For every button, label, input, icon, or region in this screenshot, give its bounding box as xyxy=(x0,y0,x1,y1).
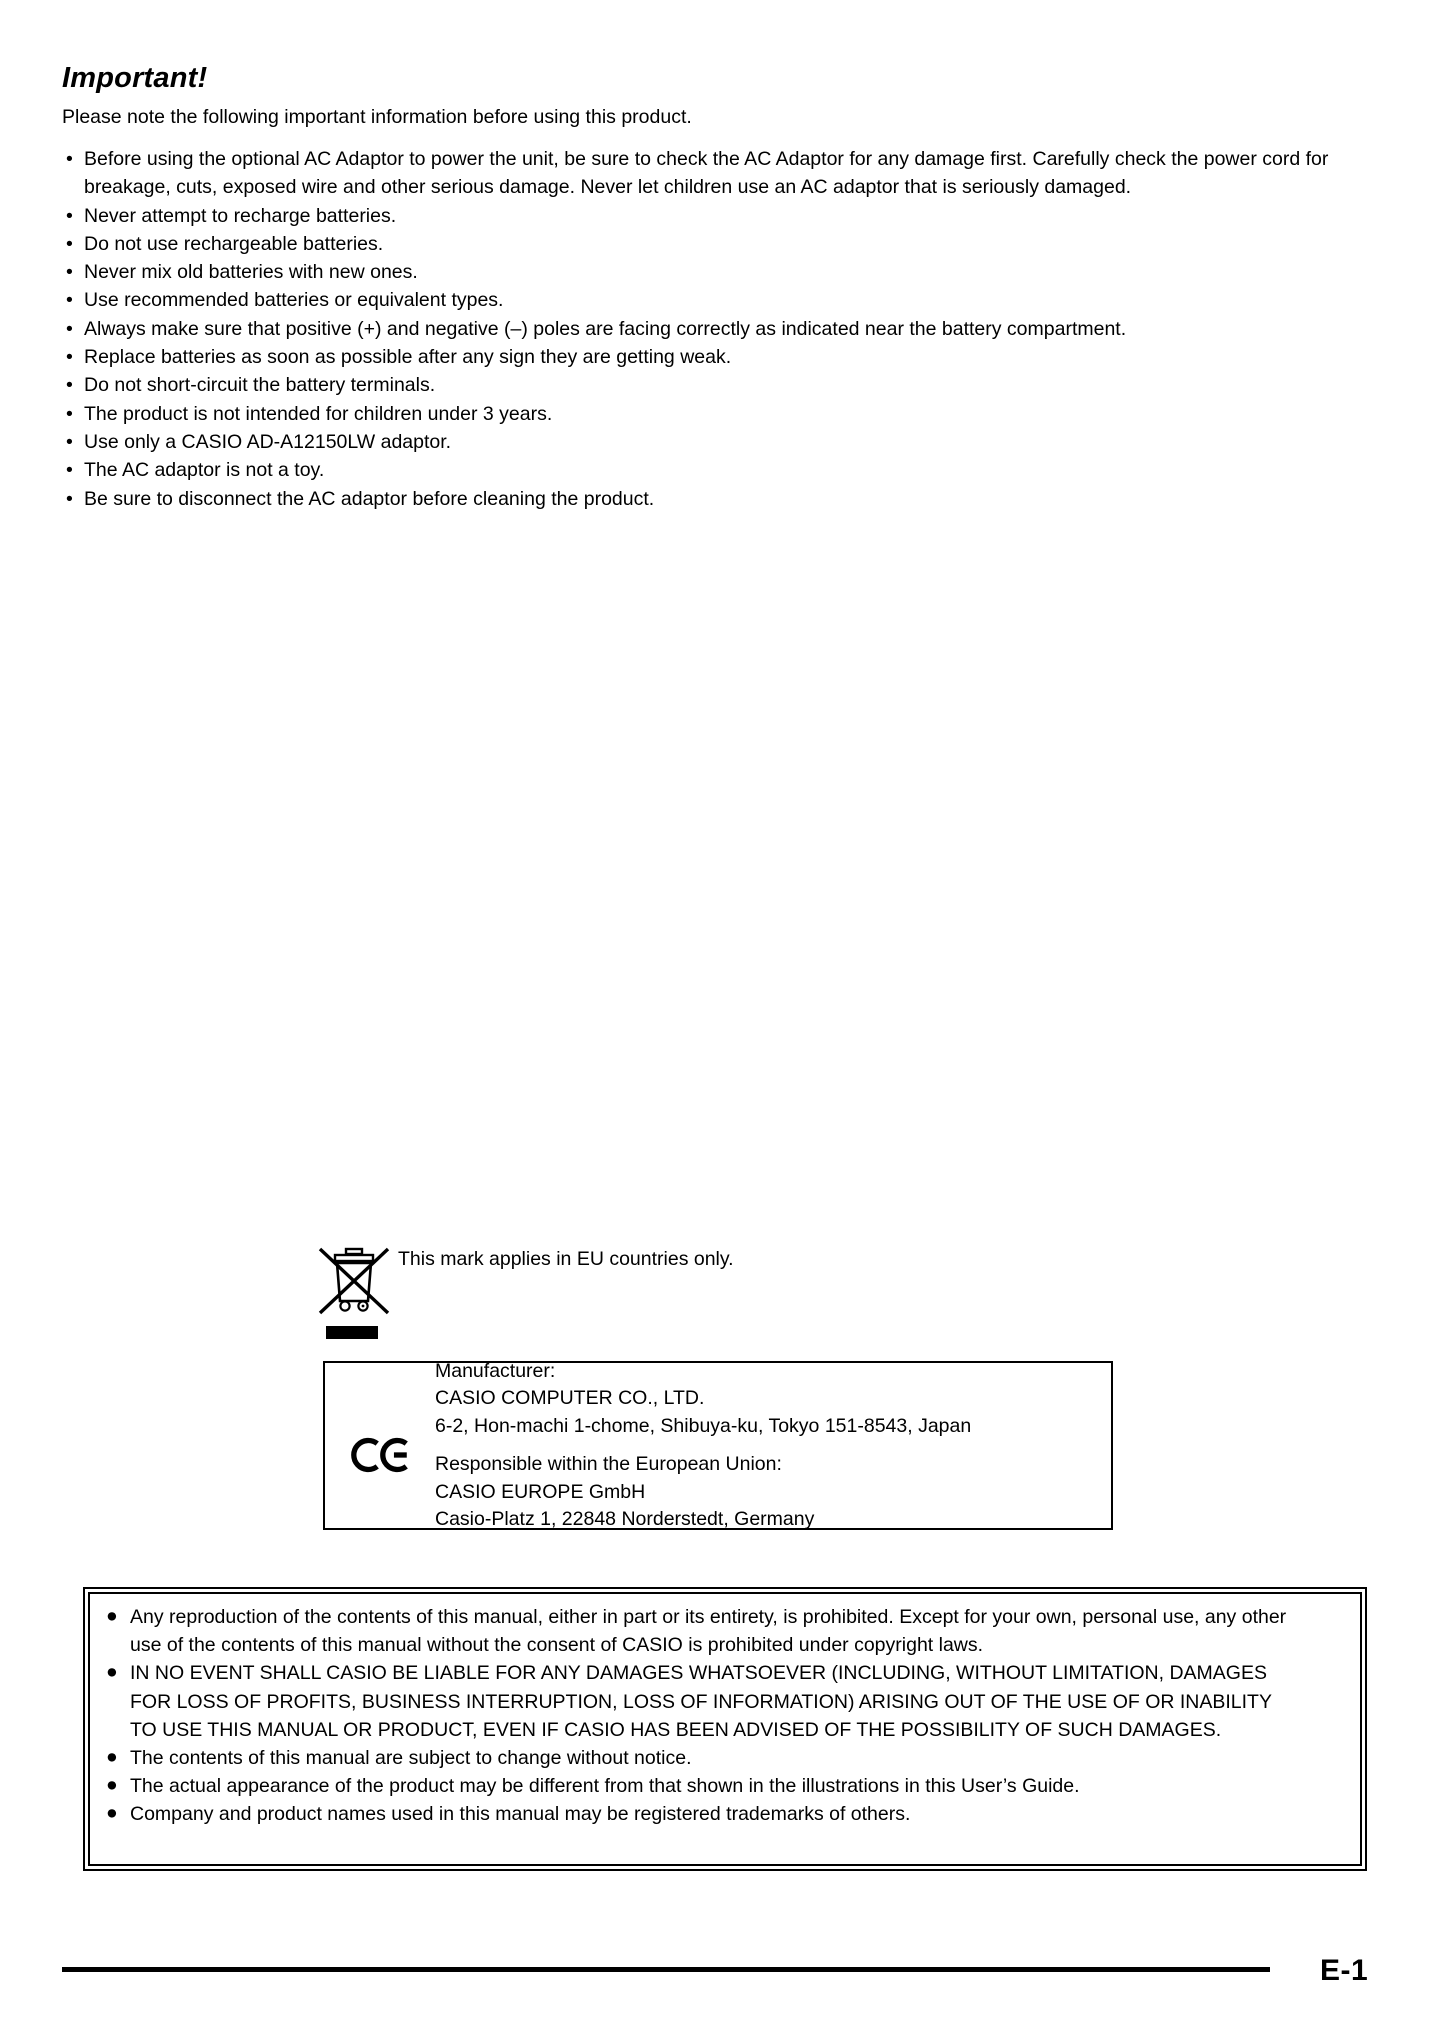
legal-text: IN NO EVENT SHALL CASIO BE LIABLE FOR ANY DAMAGES WHATSOEVER (INCLUDING, WITHOUT LIMITATION, DAMAGES FOR LOSS OF PROFITS, BUSINESS INTERRUPTION, LOSS OF INFORMATION) ARISING OUT OF THE USE OF OR INABILITY TO USE THIS MANUAL OR PRODUCT, EVEN IF CASIO HAS BEEN ADVISED OF THE POSSIBILITY OF SUCH DAMAGES. xyxy=(130,1662,1272,1741)
filled-bullet-marker: ● xyxy=(106,1661,118,1684)
bullet-marker: • xyxy=(66,204,73,227)
bullet-marker: • xyxy=(66,430,73,453)
precaution-text: Never mix old batteries with new ones. xyxy=(84,261,418,284)
responsible-address: Casio-Platz 1, 22848 Norderstedt, Germany xyxy=(435,1508,815,1530)
precaution-text: Be sure to disconnect the AC adaptor before cleaning the product. xyxy=(84,487,655,510)
weee-solid-bar xyxy=(326,1326,378,1339)
manufacturer-address: 6-2, Hon-machi 1-chome, Shibuya-ku, Tokyo 151-8543, Japan xyxy=(435,1414,972,1437)
legal-item xyxy=(106,1800,1291,1828)
weee-note: This mark applies in EU countries only. xyxy=(398,1248,734,1270)
legal-notice-box xyxy=(83,1587,1367,1871)
precaution-text: Do not use rechargeable batteries. xyxy=(84,232,384,255)
precaution-item xyxy=(62,202,1384,230)
legal-text: Any reproduction of the contents of this manual, either in part or its entirety, is prohibited. Except for your own, personal use, any other use of the contents of this manual without the consent of CASIO is prohibited under copyright laws. xyxy=(130,1606,1287,1657)
manufacturer-label: Manufacturer: xyxy=(435,1359,556,1382)
precaution-item xyxy=(62,258,1384,286)
filled-bullet-marker: ● xyxy=(106,1605,118,1627)
legal-notice-box-inner xyxy=(88,1592,1362,1866)
precaution-item xyxy=(62,485,1384,513)
precaution-text: Always make sure that positive (+) and negative (–) poles are facing correctly as indicated near the battery compartment. xyxy=(84,317,1127,340)
bullet-marker: • xyxy=(66,289,73,312)
precaution-item xyxy=(62,315,1384,343)
precaution-item xyxy=(62,428,1384,456)
precaution-item xyxy=(62,371,1384,399)
important-section xyxy=(62,62,1387,513)
precaution-text: Never attempt to recharge batteries. xyxy=(84,204,397,227)
precaution-text: The product is not intended for children under 3 years. xyxy=(84,402,553,425)
legal-item xyxy=(106,1772,1291,1800)
legal-list xyxy=(106,1603,1291,1829)
precaution-item xyxy=(62,456,1384,484)
bullet-marker: • xyxy=(66,317,73,340)
filled-bullet-marker: ● xyxy=(106,1746,118,1769)
precaution-item xyxy=(62,286,1384,314)
legal-text: Company and product names used in this manual may be registered trademarks of others. xyxy=(130,1803,911,1826)
legal-text: The actual appearance of the product may be different from that shown in the illustrations in this User’s Guide. xyxy=(130,1775,1080,1798)
ce-mark-icon xyxy=(351,1437,409,1473)
ce-manufacturer-box xyxy=(323,1361,1113,1530)
page-number: E-1 xyxy=(1320,1954,1369,1987)
bullet-marker: • xyxy=(66,232,73,255)
manufacturer-name: CASIO COMPUTER CO., LTD. xyxy=(435,1387,705,1409)
bullet-marker: • xyxy=(66,374,73,397)
legal-item xyxy=(106,1659,1291,1744)
spacer xyxy=(435,1440,971,1451)
precaution-text: Do not short-circuit the battery terminals. xyxy=(84,374,436,397)
intro-text: Please note the following important information before using this product. xyxy=(62,106,692,128)
ce-text-block xyxy=(435,1358,971,1534)
precaution-item xyxy=(62,343,1384,371)
legal-item xyxy=(106,1744,1291,1772)
precaution-text: Use recommended batteries or equivalent types. xyxy=(84,289,504,312)
precaution-text: Replace batteries as soon as possible after any sign they are getting weak. xyxy=(84,346,732,369)
responsible-name: CASIO EUROPE GmbH xyxy=(435,1480,646,1503)
precaution-text: Before using the optional AC Adaptor to power the unit, be sure to check the AC Adaptor for any damage first. Carefully check the power cord for breakage, cuts, exposed wire and other serious damage. Never let children use an AC adaptor that is seriously damaged. xyxy=(84,148,1329,199)
filled-bullet-marker: ● xyxy=(106,1774,118,1797)
precaution-item xyxy=(62,230,1384,258)
precautions-list xyxy=(62,145,1384,513)
legal-text: The contents of this manual are subject to change without notice. xyxy=(130,1747,692,1770)
bullet-marker: • xyxy=(66,346,73,369)
bullet-marker: • xyxy=(66,487,73,510)
responsible-label: Responsible within the European Union: xyxy=(435,1453,782,1475)
precaution-text: The AC adaptor is not a toy. xyxy=(84,459,325,482)
precaution-item xyxy=(62,400,1384,428)
precaution-text: Use only a CASIO AD-A12150LW adaptor. xyxy=(84,430,452,453)
filled-bullet-marker: ● xyxy=(106,1802,118,1825)
bullet-marker: • xyxy=(66,402,73,425)
bullet-marker: • xyxy=(66,261,73,284)
precaution-item xyxy=(62,145,1384,202)
bullet-marker: • xyxy=(66,459,73,482)
page-title: Important! xyxy=(62,62,208,94)
footer-rule xyxy=(62,1967,1270,1972)
legal-item xyxy=(106,1603,1291,1659)
bullet-marker: • xyxy=(66,148,73,170)
weee-section xyxy=(318,1243,734,1339)
weee-icon-column xyxy=(318,1243,390,1339)
weee-crossed-out-wheeled-bin-icon xyxy=(318,1243,390,1317)
